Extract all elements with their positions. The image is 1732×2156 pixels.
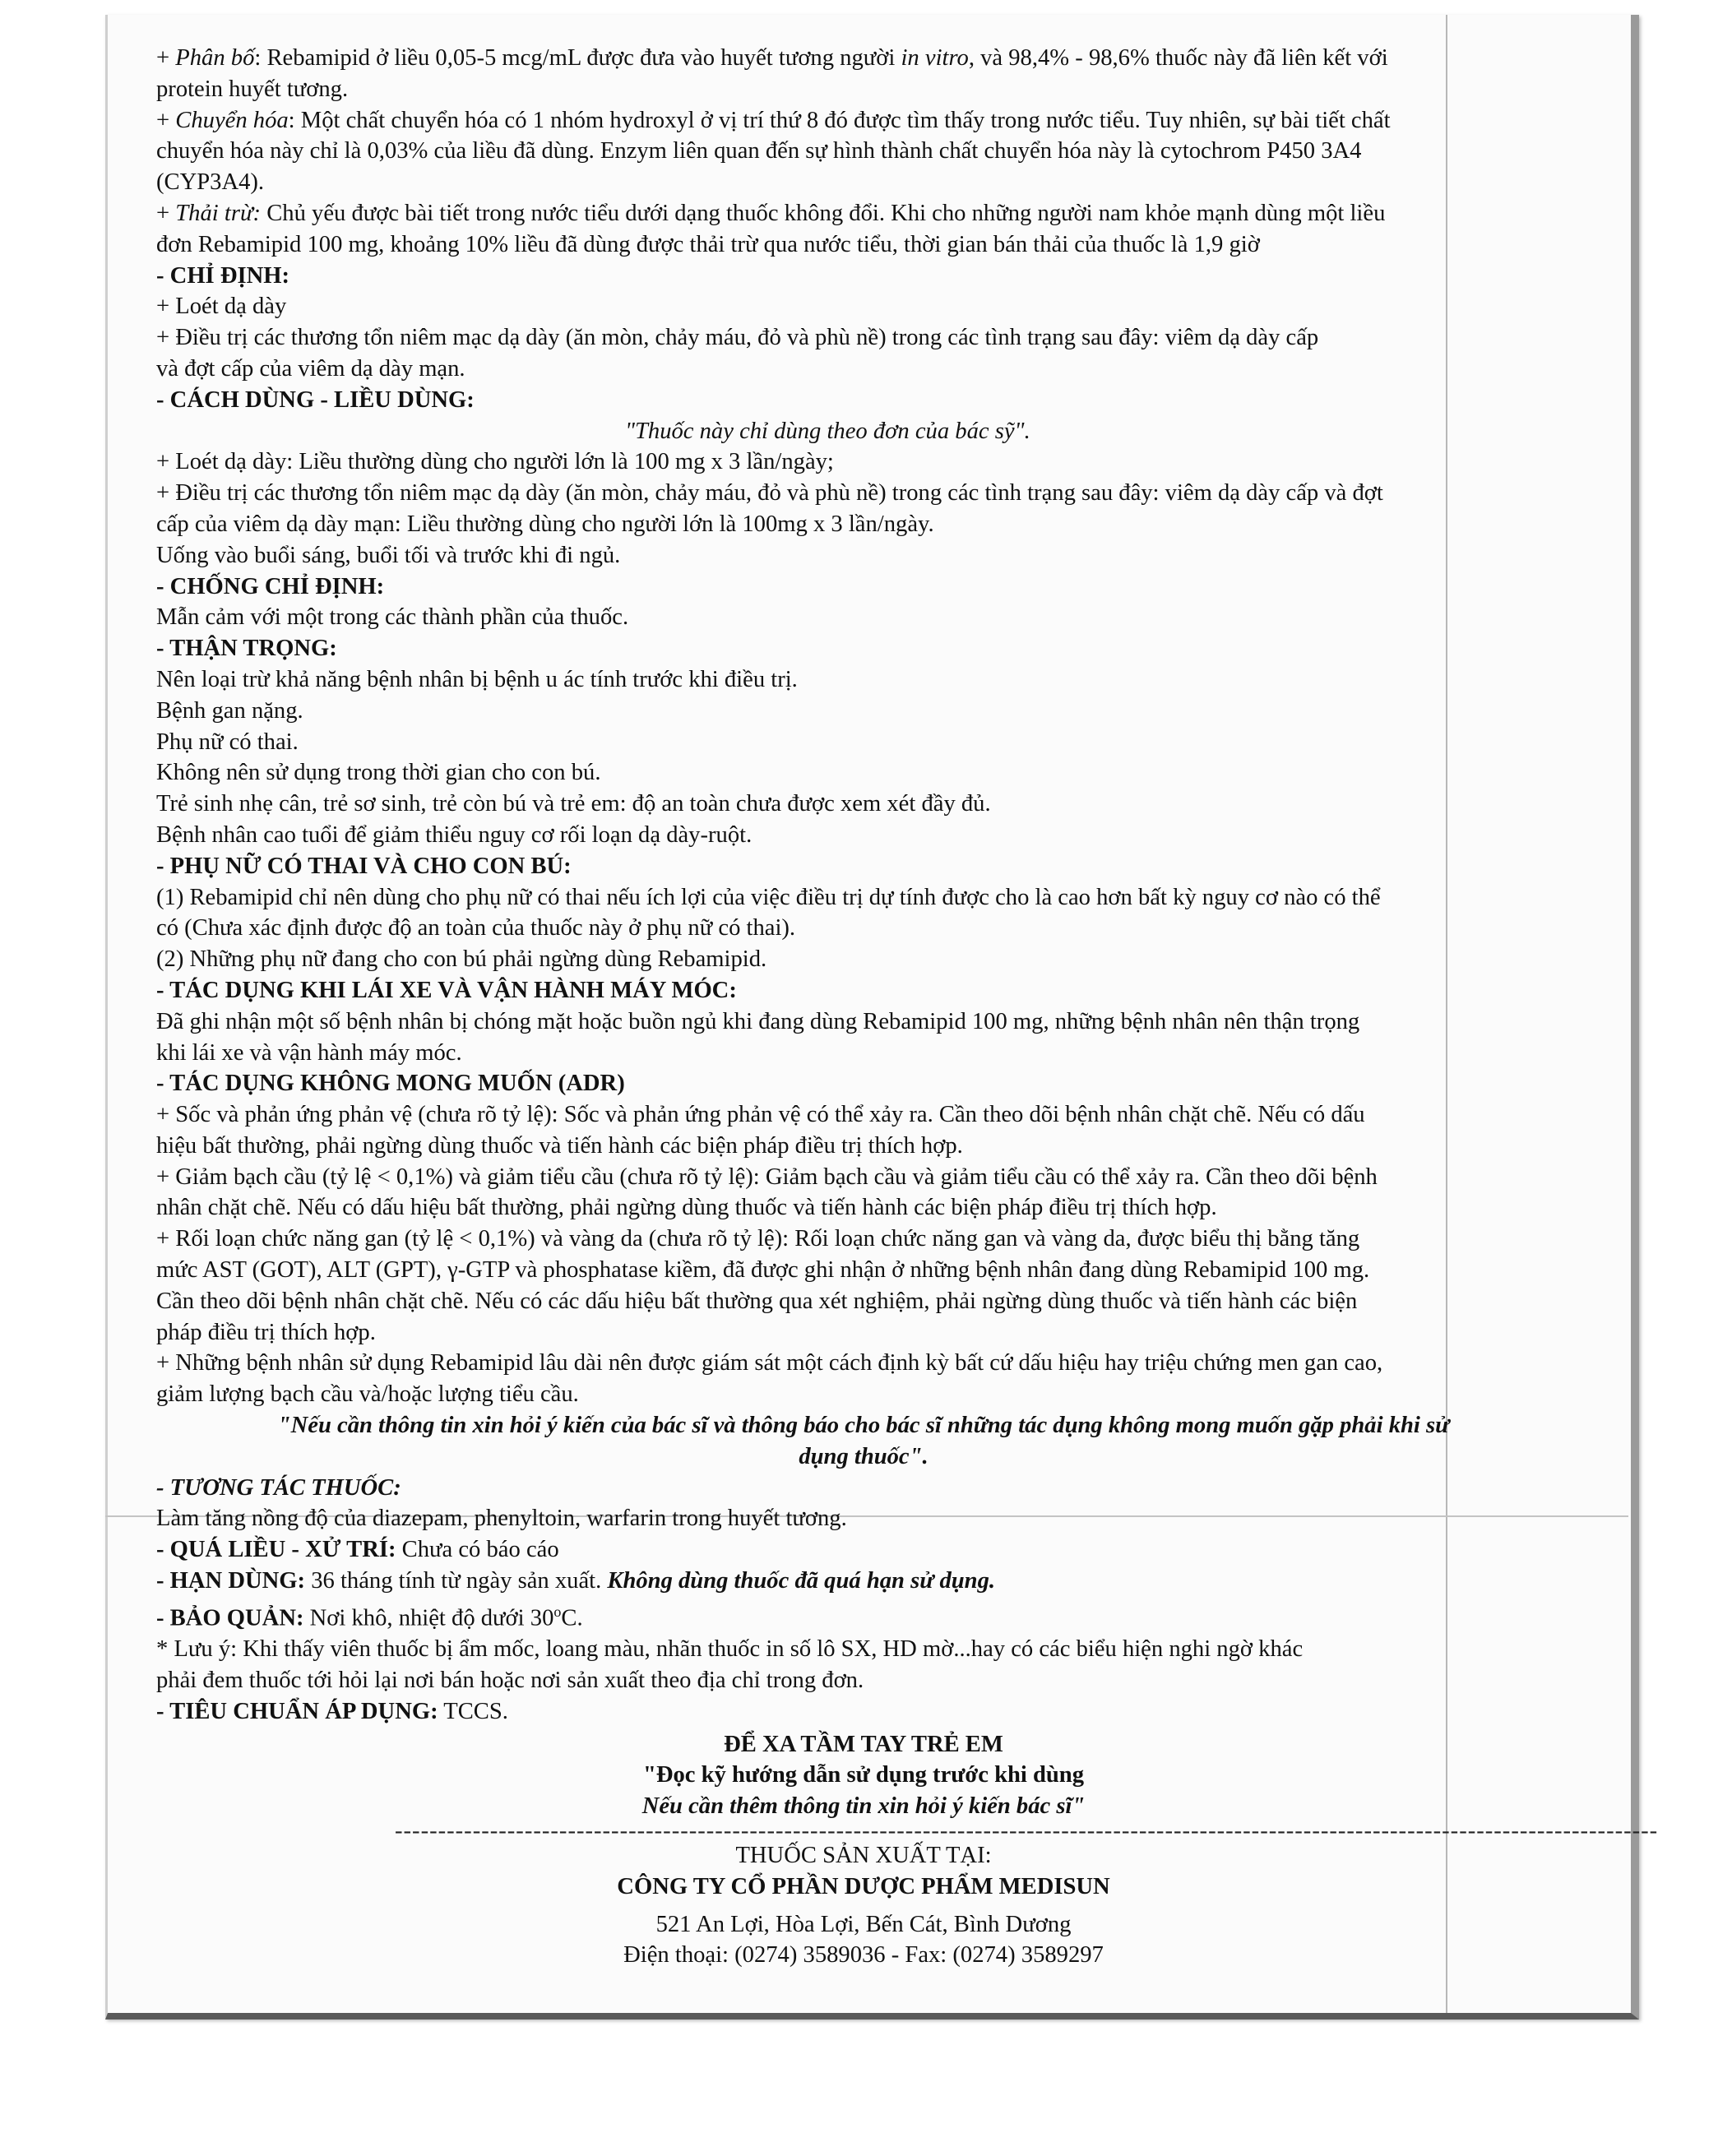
section-heading-than-trong: - THẬN TRỌNG: bbox=[156, 636, 337, 662]
list-item: + Giảm bạch cầu (tỷ lệ < 0,1%) và giảm tiểu cầu (chưa rõ tỷ lệ): Giảm bạch cầu và giảm tiểu cầu có thể xảy ra. Cần theo dõi bệnh bbox=[156, 1164, 1378, 1190]
dashed-divider: -------------------------------------------------------------------------------------------------------------------------------------------------- bbox=[395, 1817, 1659, 1844]
text-line: và đợt cấp của viêm dạ dày mạn. bbox=[156, 355, 465, 382]
text-line: + Loét dạ dày bbox=[156, 294, 287, 320]
ask-doctor: Nếu cần thêm thông tin xin hỏi ý kiến bác sĩ" bbox=[641, 1793, 1086, 1820]
list-item: giảm lượng bạch cầu và/hoặc lượng tiểu cầu. bbox=[156, 1381, 579, 1408]
list-item: hiệu bất thường, phải ngừng dùng thuốc và tiến hành các biện pháp điều trị thích hợp. bbox=[156, 1132, 963, 1159]
text-line: protein huyết tương. bbox=[156, 76, 349, 102]
section-heading-phu-nu: - PHỤ NỮ CÓ THAI VÀ CHO CON BÚ: bbox=[156, 853, 572, 879]
list-item: Bệnh gan nặng. bbox=[156, 697, 303, 724]
text-line: phải đem thuốc tới hỏi lại nơi bán hoặc nơi sản xuất theo địa chỉ trong đơn. bbox=[156, 1667, 864, 1693]
text-line: * Lưu ý: Khi thấy viên thuốc bị ẩm mốc, loang màu, nhãn thuốc in số lô SX, HD mờ...hay có các biểu hiện nghi ngờ khác bbox=[156, 1636, 1304, 1663]
section-heading-lai-xe: - TÁC DỤNG KHI LÁI XE VÀ VẬN HÀNH MÁY MÓC: bbox=[156, 977, 737, 1003]
text-line: (CYP3A4). bbox=[156, 169, 265, 196]
section-heading-tuong-tac: - TƯƠNG TÁC THUỐC: bbox=[156, 1474, 401, 1501]
chuyen-hoa-line: + Chuyển hóa: Một chất chuyển hóa có 1 nhóm hydroxyl ở vị trí thứ 8 đó được tìm thấy trong nước tiểu. Tuy nhiên, sự bài tiết chất bbox=[156, 107, 1391, 133]
section-heading-adr: - TÁC DỤNG KHÔNG MONG MUỐN (ADR) bbox=[156, 1071, 625, 1097]
text-line: + Điều trị các thương tổn niêm mạc dạ dày (ăn mòn, chảy máu, đỏ và phù nề) trong các tình trạng sau đây: viêm dạ dày cấp và đợt bbox=[156, 480, 1383, 507]
list-item: + Sốc và phản ứng phản vệ (chưa rõ tỷ lệ): Sốc và phản ứng phản vệ có thể xảy ra. Cần theo dõi bệnh nhân chặt chẽ. Nếu có dấu bbox=[156, 1102, 1365, 1128]
list-item: Trẻ sinh nhẹ cân, trẻ sơ sinh, trẻ còn bú và trẻ em: độ an toàn chưa được xem xét đầy đủ. bbox=[156, 791, 991, 817]
company-address: 521 An Lợi, Hòa Lợi, Bến Cát, Bình Dương bbox=[655, 1911, 1072, 1937]
list-item: + Những bệnh nhân sử dụng Rebamipid lâu dài nên được giám sát một cách định kỳ bất cứ dấu hiệu hay triệu chứng men gan cao, bbox=[156, 1350, 1383, 1376]
adr-notice: dụng thuốc". bbox=[799, 1443, 929, 1469]
section-heading-cach-dung: - CÁCH DÙNG - LIỀU DÙNG: bbox=[156, 386, 475, 413]
text-line: khi lái xe và vận hành máy móc. bbox=[156, 1039, 462, 1066]
list-item: + Rối loạn chức năng gan (tỷ lệ < 0,1%) và vàng da (chưa rõ tỷ lệ): Rối loạn chức năng gan và vàng da, được biểu thị bằng tăng bbox=[156, 1226, 1360, 1252]
list-item: Phụ nữ có thai. bbox=[156, 729, 299, 755]
list-item: nhân chặt chẽ. Nếu có dấu hiệu bất thường, phải ngừng dùng thuốc và tiến hành các biện pháp điều trị thích hợp. bbox=[156, 1195, 1217, 1221]
leaflet-content bbox=[156, 43, 1659, 1971]
list-item: Bệnh nhân cao tuổi để giảm thiểu nguy cơ rối loạn dạ dày-ruột. bbox=[156, 821, 753, 848]
thai-tru-line: + Thải trừ: Chủ yếu được bài tiết trong nước tiểu dưới dạng thuốc không đổi. Khi cho những người nam khỏe mạnh dùng một liều bbox=[156, 200, 1386, 226]
tieu-chuan-line: - TIÊU CHUẨN ÁP DỤNG: TCCS. bbox=[156, 1698, 508, 1724]
list-item: pháp điều trị thích hợp. bbox=[156, 1319, 376, 1345]
company-name: CÔNG TY CỔ PHẦN DƯỢC PHẨM MEDISUN bbox=[617, 1873, 1110, 1899]
child-warning: ĐỂ XA TẦM TAY TRẺ EM bbox=[724, 1731, 1003, 1757]
text-line: đơn Rebamipid 100 mg, khoảng 10% liều đã dùng được thải trừ qua nước tiểu, thời gian bán thải của thuốc là 1,9 giờ bbox=[156, 231, 1260, 257]
list-item: Nên loại trừ khả năng bệnh nhân bị bệnh u ác tính trước khi điều trị. bbox=[156, 666, 798, 692]
bao-quan-line: - BẢO QUẢN: Nơi khô, nhiệt độ dưới 30$^o$C. bbox=[156, 1603, 583, 1631]
list-item: mức AST (GOT), ALT (GPT), γ-GTP và phosphatase kiềm, đã được ghi nhận ở những bệnh nhân đang dùng Rebamipid 100 mg. bbox=[156, 1257, 1370, 1284]
qua-lieu-line: - QUÁ LIỀU - XỬ TRÍ: Chưa có báo cáo bbox=[156, 1537, 559, 1563]
phan-bo-line: + Phân bố: Rebamipid ở liều 0,05-5 mcg/mL được đưa vào huyết tương người in vitro, và 98,4% - 98,6% thuốc này đã liên kết với bbox=[156, 45, 1388, 71]
text-line: + Điều trị các thương tổn niêm mạc dạ dày (ăn mòn, chảy máu, đỏ và phù nề) trong các tình trạng sau đây: viêm dạ dày cấp bbox=[156, 325, 1319, 351]
text-line: Mẫn cảm với một trong các thành phần của thuốc. bbox=[156, 604, 629, 631]
text-line: Đã ghi nhận một số bệnh nhân bị chóng mặt hoặc buồn ngủ khi đang dùng Rebamipid 100 mg, những bệnh nhân nên thận trọng bbox=[156, 1008, 1360, 1034]
text-line: + Loét dạ dày: Liều thường dùng cho người lớn là 100 mg x 3 lần/ngày; bbox=[156, 449, 834, 475]
company-phone: Điện thoại: (0274) 3589036 - Fax: (0274) 3589297 bbox=[623, 1942, 1104, 1969]
manufacturer-label: THUỐC SẢN XUẤT TẠI: bbox=[735, 1842, 992, 1868]
text-line: (2) Những phụ nữ đang cho con bú phải ngừng dùng Rebamipid. bbox=[156, 946, 767, 973]
text-line: cấp của viêm dạ dày mạn: Liều thường dùng cho người lớn là 100mg x 3 lần/ngày. bbox=[156, 511, 934, 537]
list-item: Không nên sử dụng trong thời gian cho con bú. bbox=[156, 760, 601, 786]
text-line: Uống vào buổi sáng, buổi tối và trước khi đi ngủ. bbox=[156, 542, 621, 568]
text-line: (1) Rebamipid chỉ nên dùng cho phụ nữ có thai nếu ích lợi của việc điều trị dự tính được cho là cao hơn bất kỳ nguy cơ nào có thể bbox=[156, 884, 1381, 910]
section-heading-chong-chi-dinh: - CHỐNG CHỈ ĐỊNH: bbox=[156, 573, 385, 599]
text-line: có (Chưa xác định được độ an toàn của thuốc này ở phụ nữ có thai). bbox=[156, 915, 796, 942]
section-heading-chi-dinh: - CHỈ ĐỊNH: bbox=[156, 262, 290, 289]
text-line: Làm tăng nồng độ của diazepam, phenyltoin, warfarin trong huyết tương. bbox=[156, 1506, 847, 1532]
han-dung-line: - HẠN DÙNG: 36 tháng tính từ ngày sản xuất. Không dùng thuốc đã quá hạn sử dụng. bbox=[156, 1568, 996, 1594]
adr-notice: "Nếu cần thông tin xin hỏi ý kiến của bác sĩ và thông báo cho bác sĩ những tác dụng không mong muốn gặp phải khi sử bbox=[277, 1413, 1450, 1439]
prescription-note: "Thuốc này chỉ dùng theo đơn của bác sỹ". bbox=[625, 418, 1030, 444]
text-line: chuyển hóa này chỉ là 0,03% của liều đã dùng. Enzym liên quan đến sự hình thành chất chuyển hóa này là cytochrom P450 3A4 bbox=[156, 138, 1362, 164]
list-item: Cần theo dõi bệnh nhân chặt chẽ. Nếu có các dấu hiệu bất thường qua xét nghiệm, phải ngừng dùng thuốc và tiến hành các biện bbox=[156, 1288, 1358, 1314]
read-instructions: "Đọc kỹ hướng dẫn sử dụng trước khi dùng bbox=[642, 1762, 1085, 1788]
